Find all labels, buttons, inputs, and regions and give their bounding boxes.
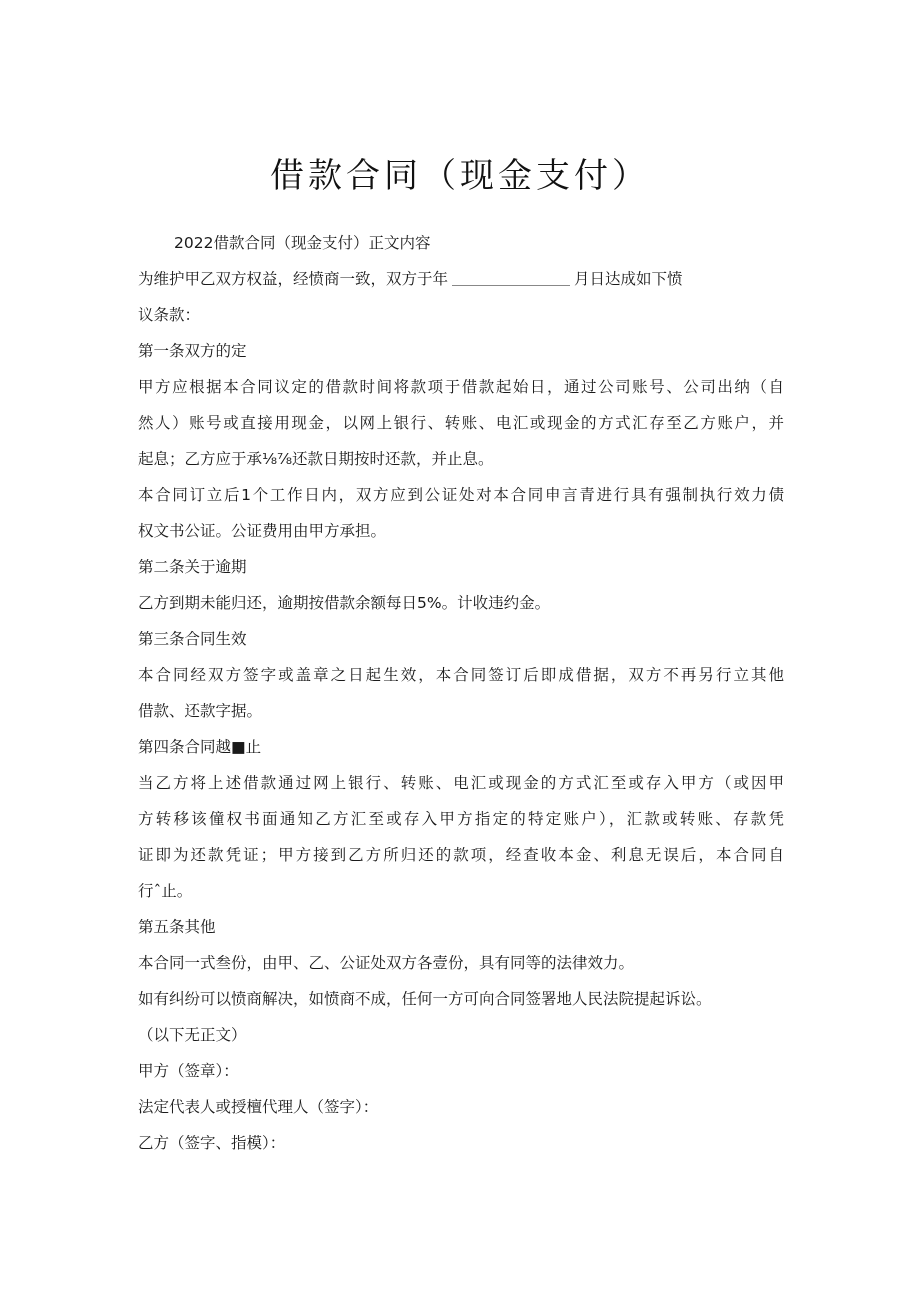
- document-title: 借款合同（现金支付）: [270, 156, 650, 196]
- paragraph-line: 议条款：: [138, 306, 201, 324]
- paragraph-line: 借款、还款字据。: [138, 702, 263, 720]
- subtitle: 2022借款合同（现金支付）正文内容: [174, 234, 431, 252]
- paragraph-line: 然人）账号或直接用现金，以网上银行、转账、电汇或现金的方式汇存至乙方账户，并: [138, 414, 784, 432]
- text: 月日达成如下愤: [574, 270, 683, 288]
- signature-line-representative: 法定代表人或授檀代理人（签字）：: [138, 1098, 379, 1116]
- paragraph-line: 当乙方将上述借款通过网上银行、转账、电汇或现金的方式汇至或存入甲方（或因甲: [138, 774, 784, 792]
- paragraph-line: 起息；乙方应于承⅛⅞还款日期按时还款，并止息。: [138, 450, 494, 468]
- paragraph-line: 证即为还款凭证；甲方接到乙方所归还的款项，经查收本金、利息无误后，本合同自: [138, 846, 784, 864]
- date-blank: [452, 269, 570, 286]
- paragraph-line: （以下无正文）: [138, 1026, 247, 1044]
- paragraph-line: 本合同经双方签字或盖章之日起生效，本合同签订后即成借据，双方不再另行立其他: [138, 666, 784, 684]
- paragraph-line: 如有纠纷可以愤商解决，如愤商不成，任何一方可向合同签署地人民法院提起诉讼。: [138, 990, 712, 1008]
- signature-line-party-a: 甲方（签章）：: [138, 1062, 239, 1080]
- paragraph-line: 方转移该僮权书面通知乙方汇至或存入甲方指定的特定账户），汇款或转账、存款凭: [138, 810, 784, 828]
- paragraph-line: 行ˆ止。: [138, 882, 193, 900]
- article-heading: 第四条合同越■止: [138, 738, 262, 756]
- paragraph-line: 甲方应根据本合同议定的借款时间将款项于借款起始日，通过公司账号、公司出纳（自: [138, 378, 784, 396]
- article-heading: 第五条其他: [138, 918, 216, 936]
- article-heading: 第一条双方的定: [138, 342, 247, 360]
- text: 为维护甲乙双方权益，经愤商一致，双方于年: [138, 270, 449, 288]
- document-body: [138, 230, 784, 1166]
- paragraph-line: 权文书公证。公证费用由甲方承担。: [138, 522, 387, 540]
- article-heading: 第三条合同生效: [138, 630, 247, 648]
- paragraph-line: 本合同一式叁份，由甲、乙、公证处双方各壹份，具有同等的法律效力。: [138, 954, 635, 972]
- paragraph-line: [138, 266, 784, 302]
- article-heading: 第二条关于逾期: [138, 558, 247, 576]
- signature-line-party-b: 乙方（签字、指模）：: [138, 1134, 286, 1152]
- paragraph-line: 本合同订立后1个工作日内，双方应到公证处对本合同申言青进行具有强制执行效力债: [138, 486, 784, 504]
- paragraph-line: 乙方到期未能归还，逾期按借款余额每日5%。计收违约金。: [138, 594, 551, 612]
